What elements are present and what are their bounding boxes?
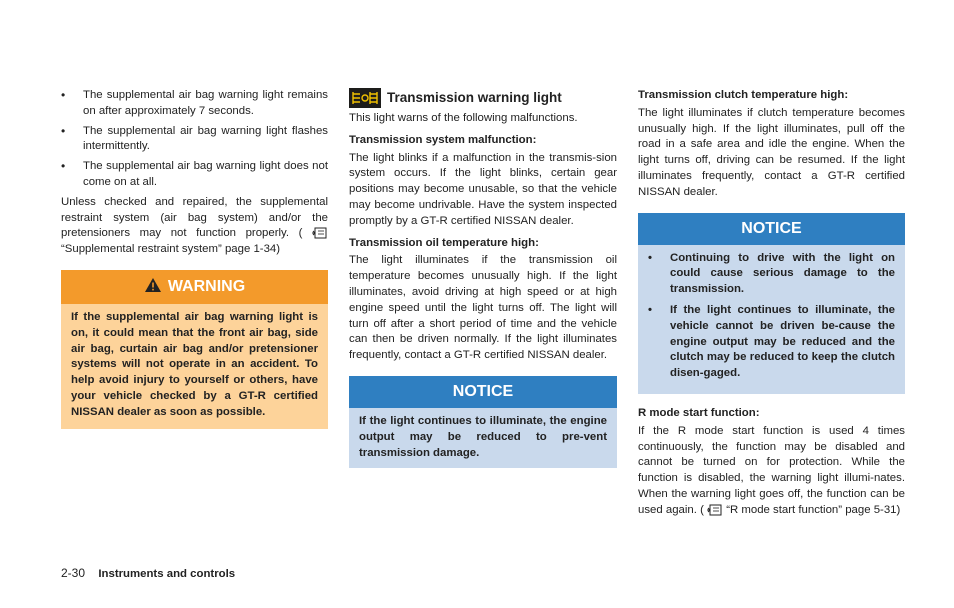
list-item: • If the light continues to illuminate, the vehicle cannot be driven be-cause the engine output may be reduced and the clutch may be reduced to keep the clutch disen-gaged. — [648, 303, 895, 382]
notice-list — [648, 251, 895, 382]
column-middle — [349, 86, 617, 468]
notice-body: If the light continues to illuminate, the engine output may be reduced to pre-vent transmission damage. — [349, 408, 617, 468]
srs-paragraph — [61, 195, 328, 258]
book-reference-icon — [312, 227, 328, 239]
list-item: • The supplemental air bag warning light remains on after approximately 7 seconds. — [61, 88, 328, 120]
rmode-reference-link[interactable]: “R mode start function” page 5-31) — [726, 503, 901, 516]
warning-box — [61, 270, 328, 429]
section-title-text: Transmission warning light — [387, 90, 562, 106]
clutch-temp-text: The light illuminates if clutch temperature becomes unusually high. If the light illuminates, pull off the road in a safe area and idle the engine. When the light turns off, driving can be resumed. If the light illuminates frequently, contact a GT-R certified NISSAN dealer. — [638, 106, 905, 198]
rmode-paragraph — [638, 424, 905, 519]
intro-text: This light warns of the following malfunctions. — [349, 112, 578, 124]
oil-temp-heading: Transmission oil temperature high: — [349, 236, 539, 249]
rmode-heading: R mode start function: — [638, 406, 760, 419]
notice-body — [638, 245, 905, 394]
footer-section-title: Instruments and controls — [98, 568, 236, 580]
warning-header — [61, 270, 328, 304]
srs-paragraph-text: Unless checked and repaired, the supplemental restraint system (air bag system) and/or the pretensioners may not function properly. ( — [61, 195, 328, 240]
clutch-temp-heading: Transmission clutch temperature high: — [638, 89, 849, 101]
page-number: 2-30 — [61, 566, 86, 580]
oil-temp-text: The light illuminates if the transmission oil temperature becomes unusually high. If the light illuminates, avoid driving at high speed or at high engine speed until the light turns off. The light will turn off after a short period of time and the vehicle can then be driven normally. If the light illuminates frequently, contact a GT-R certified NISSAN dealer. — [349, 254, 617, 362]
notice-header: NOTICE — [349, 376, 617, 408]
system-malfunction-heading: Transmission system malfunction: — [349, 133, 537, 146]
srs-reference-link[interactable]: “Supplemental restraint system” page 1-34) — [61, 243, 281, 256]
page-footer — [61, 566, 235, 580]
column-right — [638, 86, 905, 519]
notice-header: NOTICE — [638, 213, 905, 245]
notice-box-middle — [349, 376, 617, 468]
section-title — [349, 88, 617, 108]
list-item: • The supplemental air bag warning light does not come on at all. — [61, 159, 328, 191]
transmission-warning-icon — [349, 88, 381, 108]
rmode-text: If the R mode start function is used 4 times continuously, the function may be disabled and cannot be turned on for protection. While the function is disabled, the warning light illumi-nates. When the warning light goes off, the function can be used again. ( — [638, 424, 905, 516]
list-item: • Continuing to drive with the light on could cause serious damage to the transmission. — [648, 251, 895, 298]
column-left — [61, 86, 328, 429]
airbag-bullet-list — [61, 88, 328, 191]
warning-title: WARNING — [167, 277, 246, 295]
notice-box-right — [638, 213, 905, 394]
warning-triangle-icon — [144, 277, 162, 293]
list-item: • The supplemental air bag warning light flashes intermittently. — [61, 124, 328, 156]
book-reference-icon — [707, 504, 723, 516]
system-malfunction-text: The light blinks if a malfunction in the transmis-sion system occurs. If the light blinks, certain gear positions may become unusable, so that the vehicle may become undrivable. Have the system inspected promptly by a GT-R certified NISSAN dealer. — [349, 151, 617, 227]
warning-body: If the supplemental air bag warning light is on, it could mean that the front air bag, side air bag, curtain air bag and/or pretensioner systems will not operate in an accident. To help avoid injury to yourself or others, have your vehicle checked by a GT-R certified NISSAN dealer as soon as possible. — [61, 304, 328, 429]
